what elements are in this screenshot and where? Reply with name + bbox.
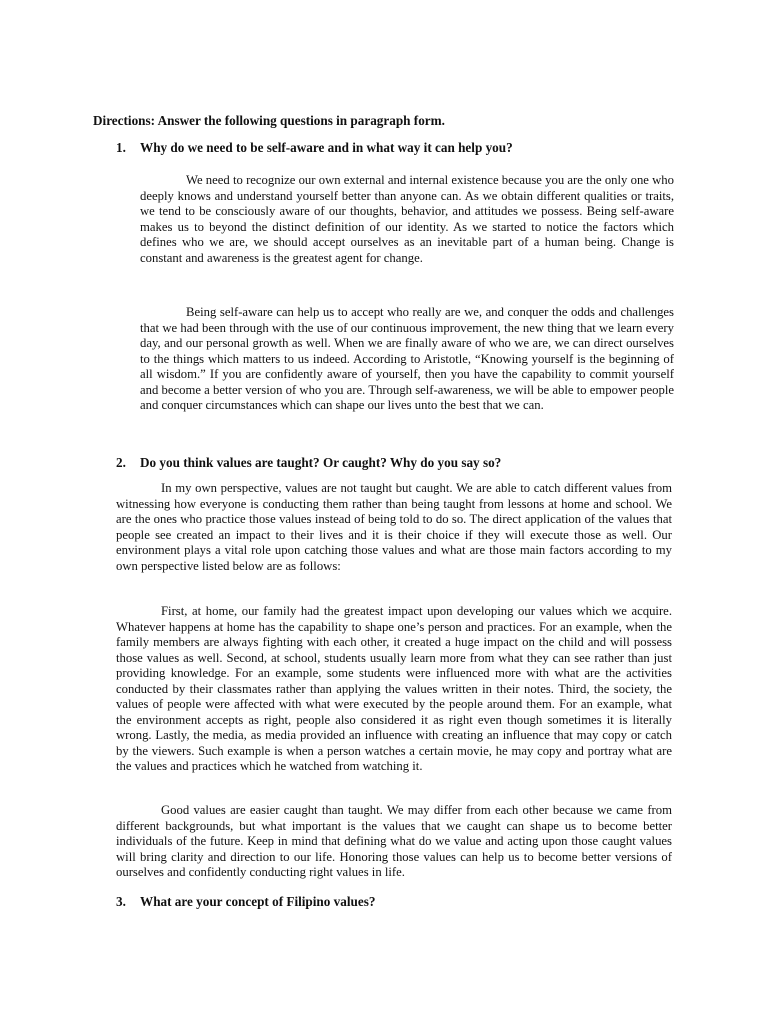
answer-1-paragraph-1: We need to recognize our own external and internal existence because you are the only one who deeply knows and understand yourself better than anyone can. As we obtain different qualities or traits, we tend to be consciously aware of our thoughts, behavior, and attitudes we possess. Being self-aware makes us to beyond the distinct definition of our identity. As we started to notice the factors which defines who we are, we should accept ourselves as an inevitable part of a human being. Change is constant and awareness is the greatest agent for change. [140, 173, 674, 265]
answer-2-paragraph-3: Good values are easier caught than taught. We may differ from each other because we came from different backgrounds, but what important is the values that we caught can shape us to become better individuals of the future. Keep in mind that defining what do we value and acting upon those caught values will bring clarity and direction to our life. Honoring those values can help us to become better versions of ourselves and confidently conducting right values in life. [116, 803, 672, 879]
question-number: 1. [116, 140, 126, 155]
question-number: 3. [116, 894, 126, 909]
question-number: 2. [116, 455, 126, 470]
question-text: Why do we need to be self-aware and in what way it can help you? [140, 140, 513, 155]
question-text: Do you think values are taught? Or caught? Why do you say so? [140, 455, 502, 470]
answer-2-paragraph-2: First, at home, our family had the greatest impact upon developing our values which we acquire. Whatever happens at home has the capability to shape one’s person and practices. For an example, when the family members are always fighting with each other, it created a huge impact on the child and will possess those values as well. Second, at school, students usually learn more from what they can see rather than just providing knowledge. For an example, some students were influenced more with what are the activities conducted by their classmates rather than applying the values written in their notes. Third, the society, the values of people were affected with what were executed by the people around them. For an example, what the environment accepts as right, people also considered it as right even though sometimes it is literally wrong. Lastly, the media, as media provided an influence with creating an influence that may copy or catch by the viewers. Such example is when a person watches a certain movie, he may copy and portray what are the values and practices which he watched from watching it. [116, 604, 672, 773]
directions-heading: Directions: Answer the following questions in paragraph form. [93, 113, 445, 128]
answer-1-paragraph-2: Being self-aware can help us to accept who really are we, and conquer the odds and challenges that we had been through with the use of our continuous improvement, the new thing that we learn every day, and our personal growth as well. When we are finally aware of who we are, we can direct ourselves to the things which matters to us indeed. According to Aristotle, “Knowing yourself is the beginning of all wisdom.” If you are confidently aware of yourself, then you have the capability to commit yourself and become a better version of who you are. Through self-awareness, we will be able to empower people and conquer circumstances which can shape our lives unto the best that we can. [140, 305, 674, 412]
question-text: What are your concept of Filipino values? [140, 894, 376, 909]
answer-2-paragraph-1: In my own perspective, values are not taught but caught. We are able to catch different values from witnessing how everyone is conducting them rather than being taught from lessons at home and school. We are the ones who practice those values instead of being told to do so. The direct application of the values that people see created an impact to their lives and it is their choice if they will execute those as well. Our environment plays a vital role upon catching those values and what are those main factors according to my own perspective listed below are as follows: [116, 481, 672, 573]
